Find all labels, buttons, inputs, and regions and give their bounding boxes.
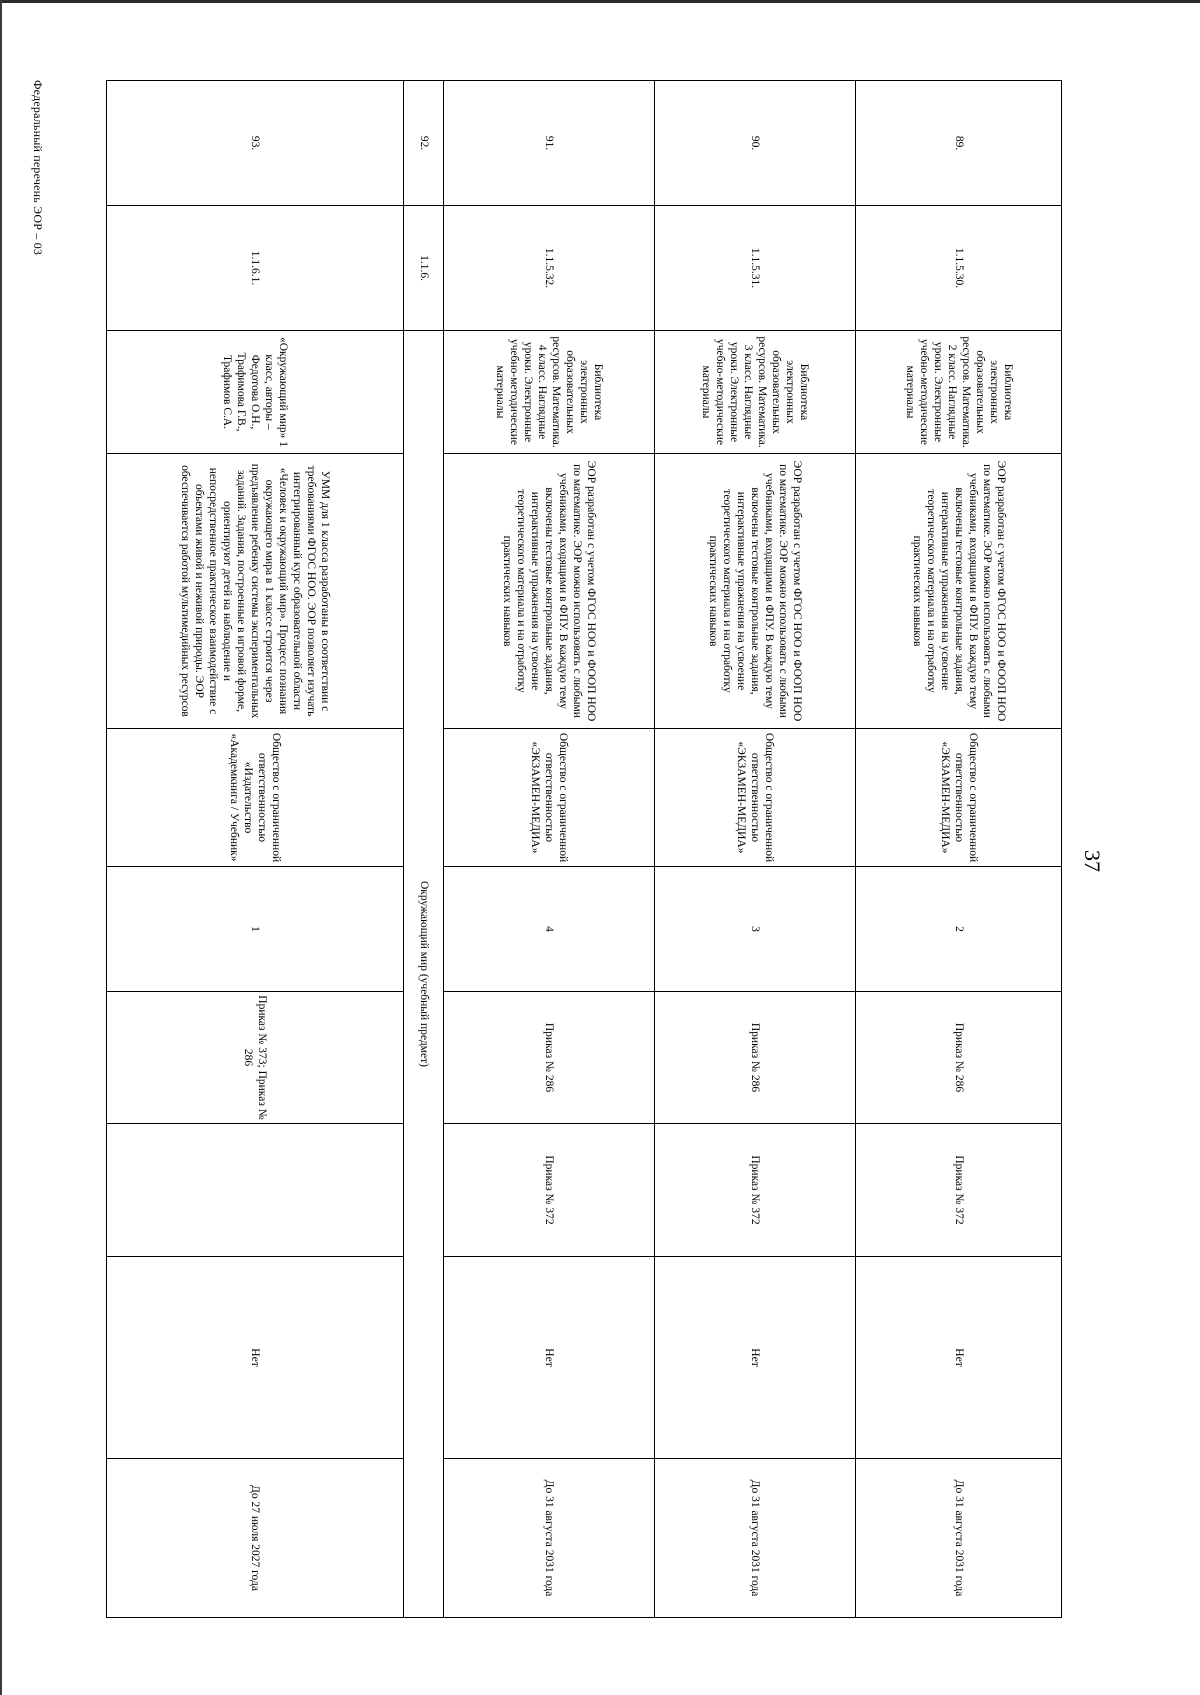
resource-name: Библиотека электронных образовательных ресурсов. Математика. 3 класс. Наглядные уроки. Электронные учебно-методические материалы xyxy=(655,331,856,454)
validity-term: До 31 августа 2031 года xyxy=(856,1459,1062,1618)
validity-term: До 27 июля 2027 года xyxy=(107,1459,404,1618)
order-b: Приказ № 372 xyxy=(655,1124,856,1257)
row-number: 91. xyxy=(444,81,655,206)
resource-description: УММ для 1 класса разработаны в соответствии с требованиями ФГОС НОО. ЭОР позволяет изучать интегрированный курс образовательной области «Человек и окружающий мир». Процесс познания окружающего мира в 1 классе строится через предъявление ребенку системы экспериментальных заданий. Задания, построенные в игровой форме, ориентируют детей на наблюдение и непосредственное практическое взаимодействие с объектами живой и неживой природы. ЭОР обеспечивается работой мультимедийных ресурсов xyxy=(107,454,404,729)
order-a: Приказ № 286 xyxy=(856,992,1062,1124)
validity-term: До 31 августа 2031 года xyxy=(444,1459,655,1618)
table-row-90 xyxy=(655,81,856,1618)
order-b xyxy=(107,1124,404,1257)
class-level: 3 xyxy=(655,867,856,992)
resource-description: ЭОР разработан с учетом ФГОС НОО и ФООП НОО по математике. ЭОР можно использовать с любыми учебниками, входящими в ФПУ. В каждую тему включены тестовые контрольные задания, интерактивные упражнения на усвоение теоретического материала и на отработку практических навыков xyxy=(444,454,655,729)
class-level: 1 xyxy=(107,867,404,992)
organization: Общество с ограниченной ответственностью «ЭКЗАМЕН-МЕДИА» xyxy=(655,729,856,867)
scan-edge-left xyxy=(0,0,2,1695)
row-number: 90. xyxy=(655,81,856,206)
row-number: 89. xyxy=(856,81,1062,206)
class-level: 4 xyxy=(444,867,655,992)
order-a: Приказ № 286 xyxy=(655,992,856,1124)
row-number: 92. xyxy=(404,81,444,206)
resource-name: «Окружающий мир» 1 класс, авторы – Федотова О.Н., Трафимова Г.В., Трафимов С.А. xyxy=(107,331,404,454)
row-code: 1.1.5.32. xyxy=(444,206,655,331)
organization: Общество с ограниченной ответственностью «ЭКЗАМЕН-МЕДИА» xyxy=(444,729,655,867)
scan-edge-top xyxy=(0,0,1200,3)
table-row-92 xyxy=(404,81,444,1618)
page-footer: Федеральный перечень ЭОР – 03 xyxy=(31,80,45,256)
exclusion: Нет xyxy=(856,1257,1062,1459)
order-a: Приказ № 286 xyxy=(444,992,655,1124)
section-heading: Окружающий мир (учебный предмет) xyxy=(404,331,444,1618)
row-code: 1.1.5.30. xyxy=(856,206,1062,331)
order-b: Приказ № 372 xyxy=(856,1124,1062,1257)
exclusion: Нет xyxy=(655,1257,856,1459)
table-row-89 xyxy=(856,81,1062,1618)
resource-name: Библиотека электронных образовательных ресурсов. Математика. 4 класс. Наглядные уроки. Электронные учебно-методические материалы xyxy=(444,331,655,454)
registry-table-wrap xyxy=(106,80,1062,1617)
row-number: 93. xyxy=(107,81,404,206)
exclusion: Нет xyxy=(444,1257,655,1459)
resource-name: Библиотека электронных образовательных ресурсов. Математика. 2 класс. Наглядные уроки. Электронные учебно-методические материалы xyxy=(856,331,1062,454)
validity-term: До 31 августа 2031 года xyxy=(655,1459,856,1618)
table-row-93 xyxy=(107,81,404,1618)
row-code: 1.1.6. xyxy=(404,206,444,331)
organization: Общество с ограниченной ответственностью «ЭКЗАМЕН-МЕДИА» xyxy=(856,729,1062,867)
order-b: Приказ № 372 xyxy=(444,1124,655,1257)
resource-description: ЭОР разработан с учетом ФГОС НОО и ФООП НОО по математике. ЭОР можно использовать с любыми учебниками, входящими в ФПУ. В каждую тему включены тестовые контрольные задания, интерактивные упражнения на усвоение теоретического материала и на отработку практических навыков xyxy=(856,454,1062,729)
page-number: 37 xyxy=(1080,850,1105,872)
registry-table xyxy=(106,80,1062,1618)
organization: Общество с ограниченной ответственностью «Издательство «Академкнига / Учебник» xyxy=(107,729,404,867)
table-row-91 xyxy=(444,81,655,1618)
row-code: 1.1.5.31. xyxy=(655,206,856,331)
row-code: 1.1.6.1. xyxy=(107,206,404,331)
class-level: 2 xyxy=(856,867,1062,992)
order-a: Приказ № 373; Приказ № 286 xyxy=(107,992,404,1124)
exclusion: Нет xyxy=(107,1257,404,1459)
resource-description: ЭОР разработан с учетом ФГОС НОО и ФООП НОО по математике. ЭОР можно использовать с любыми учебниками, входящими в ФПУ. В каждую тему включены тестовые контрольные задания, интерактивные упражнения на усвоение теоретического материала и на отработку практических навыков xyxy=(655,454,856,729)
